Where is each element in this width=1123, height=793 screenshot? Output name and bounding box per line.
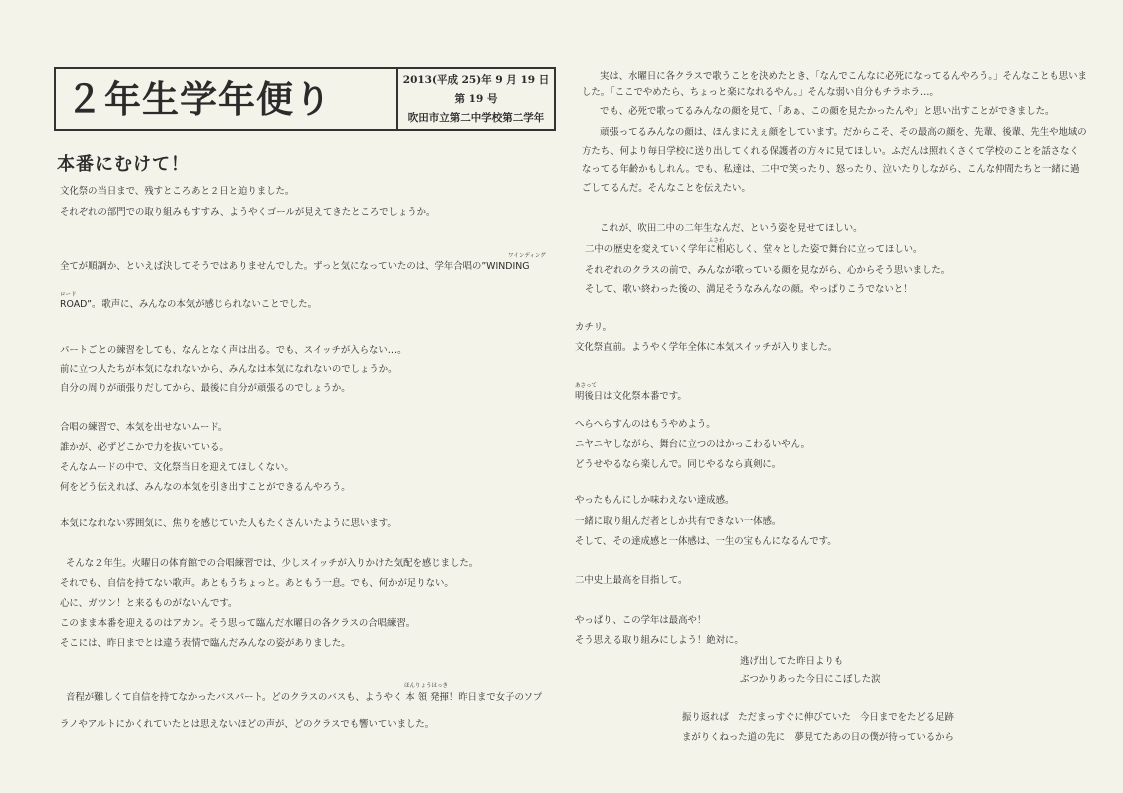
ruby-text: ロード xyxy=(60,292,77,298)
text-line: パートごとの練習をしても、なんとなく声は出る。でも、スイッチが入らない…。 xyxy=(60,345,407,356)
article-heading: 本番にむけて！ xyxy=(57,154,190,175)
text-line: そんなムードの中で、文化祭当日を迎えてほしくない。 xyxy=(60,462,294,473)
text-line: 文化祭の当日まで、残すところあと２日と迫りました。 xyxy=(60,186,295,197)
ruby-text: ふさわ xyxy=(708,238,725,244)
text-line: 誰かが、必ずどこかで力を抜いている。 xyxy=(60,442,229,453)
text-line: そんな２年生。火曜日の体育館での合唱練習では、少しスイッチが入りかけた気配を感じました。 xyxy=(66,558,479,569)
text-line: でも、必死で歌ってるみんなの顔を見て、「あぁ、この顔を見たかったんや」と思い出すことができました。 xyxy=(600,106,1055,117)
text-line: 二中の歴史を変えていく学年に相応しく、堂々とした姿で舞台に立ってほしい。 xyxy=(585,244,923,255)
text-line: やったもんにしか味わえない達成感。 xyxy=(575,495,735,506)
text-line: 一緒に取り組んだ者としか共有できない一体感。 xyxy=(575,516,782,527)
text-line: そして、その達成感と一体感は、一生の宝もんになるんです。 xyxy=(575,536,837,547)
text-line: 文化祭直前。ようやく学年全体に本気スイッチが入りました。 xyxy=(575,342,838,353)
text-line: 合唱の練習で、本気を出せないムード。 xyxy=(60,422,228,433)
school-name: 吹田市立第二中学校第二学年 xyxy=(407,112,545,124)
text-line: 前に立つ人たちが本気になれないから、みんなは本気になれないのでしょうか。 xyxy=(60,364,398,375)
text-line: そこには、昨日までとは違う表情で臨んだみんなの姿がありました。 xyxy=(60,638,351,649)
text-line: やっぱり、この学年は最高や！ xyxy=(575,615,707,626)
issue-number: 第 19 号 xyxy=(454,93,498,105)
text-line: ラノやアルトにかくれていたとは思えないほどの声が、どのクラスでも響いていました。 xyxy=(60,719,435,730)
newsletter-title: ２年生学年便り xyxy=(56,69,398,129)
text-line: した。「ここでやめたら、ちょっと楽になれるやん。」そんな弱い自分もチラホラ…。 xyxy=(582,87,939,98)
ruby-text: ワインディング xyxy=(508,253,546,259)
text-line: ROAD”。歌声に、みんなの本気が感じられないことでした。 xyxy=(60,299,317,310)
text-line: そして、歌い終わった後の、満足そうなみんなの顔。やっぱりこうでないと！ xyxy=(585,284,913,295)
text-line: このまま本番を迎えるのはアカン。そう思って臨んだ水曜日の各クラスの合唱練習。 xyxy=(60,618,416,629)
issue-date: 2013(平成 25)年 9 月 19 日 xyxy=(402,74,550,86)
text-line: へらへらすんのはもうやめよう。 xyxy=(575,419,716,430)
text-line: 実は、水曜日に各クラスで歌うことを決めたとき、「なんでこんなに必死になってるんやろう。」そんなことも思いま xyxy=(600,71,1087,82)
lyric-line: 逃げ出してた昨日よりも xyxy=(740,656,844,667)
text-line: 明後日は文化祭本番です。 xyxy=(575,391,687,402)
text-line: 二中史上最高を目指して。 xyxy=(575,575,688,586)
text-line: 心に、ガツン！と来るものがないんです。 xyxy=(60,598,238,609)
text-line: 方たち、何より毎日学校に送り出してくれる保護者の方々に見てほしい。ふだんは照れくさくて学校のことを話さなく xyxy=(582,146,1079,157)
text-line: それぞれの部門での取り組みもすすみ、ようやくゴールが見えてきたところでしょうか。 xyxy=(60,207,436,218)
text-line: それぞれのクラスの前で、みんなが歌っている顔を見ながら、心からそう思いました。 xyxy=(585,265,951,276)
text-line: カチリ。 xyxy=(575,322,613,333)
text-line: それでも、自信を持てない歌声。あともうちょっと。あともう一息。でも、何かが足りない。 xyxy=(60,578,454,589)
lyric-line: まがりくねった道の先に 夢見てたあの日の僕が待っているから xyxy=(682,732,954,743)
lyric-line: 振り返れば ただまっすぐに伸びていた 今日までをたどる足跡 xyxy=(682,712,954,723)
masthead-info xyxy=(398,69,554,129)
text-line: 本気になれない雰囲気に、焦りを感じていた人もたくさんいたように思います。 xyxy=(60,518,397,529)
text-line: そう思える取り組みにしよう！絶対に。 xyxy=(575,635,744,646)
text-line: これが、吹田二中の二年生なんだ、という姿を見せてほしい。 xyxy=(600,223,863,234)
text-line: ごしてるんだ。そんなことを伝えたい。 xyxy=(582,183,751,194)
text-line: 音程が難しくて自信を持てなかったバスパート。どのクラスのバスも、ようやく 本 領 発揮！昨日まで女子のソプ xyxy=(66,692,543,703)
text-line: なってる年齢かもしれん。でも、私達は、二中で笑ったり、怒ったり、泣いたりしながら、こんな仲間たちと一緒に過 xyxy=(582,164,1080,175)
ruby-text: あさって xyxy=(575,383,598,389)
text-line: 頑張ってるみんなの顔は、ほんまにえぇ顔をしています。だからこそ、その最高の顔を、先輩、後輩、先生や地域の xyxy=(600,127,1087,138)
masthead xyxy=(54,67,556,131)
text-line: ニヤニヤしながら、舞台に立つのはかっこわるいやん。 xyxy=(575,439,810,450)
text-line: どうせやるなら楽しんで。同じやるなら真剣に。 xyxy=(575,459,782,470)
text-line: 自分の周りが頑張りだしてから、最後に自分が頑張るのでしょうか。 xyxy=(60,383,351,394)
lyric-line: ぶつかりあった今日にこぼした涙 xyxy=(740,674,881,685)
ruby-text: ほんりょうはっき xyxy=(404,683,449,689)
text-line: 何をどう伝えれば、みんなの本気を引き出すことができるんやろう。 xyxy=(60,482,351,493)
text-line: 全てが順調か、といえば決してそうではありませんでした。ずっと気になっていたのは、学年合唱の”WINDING xyxy=(60,261,530,272)
